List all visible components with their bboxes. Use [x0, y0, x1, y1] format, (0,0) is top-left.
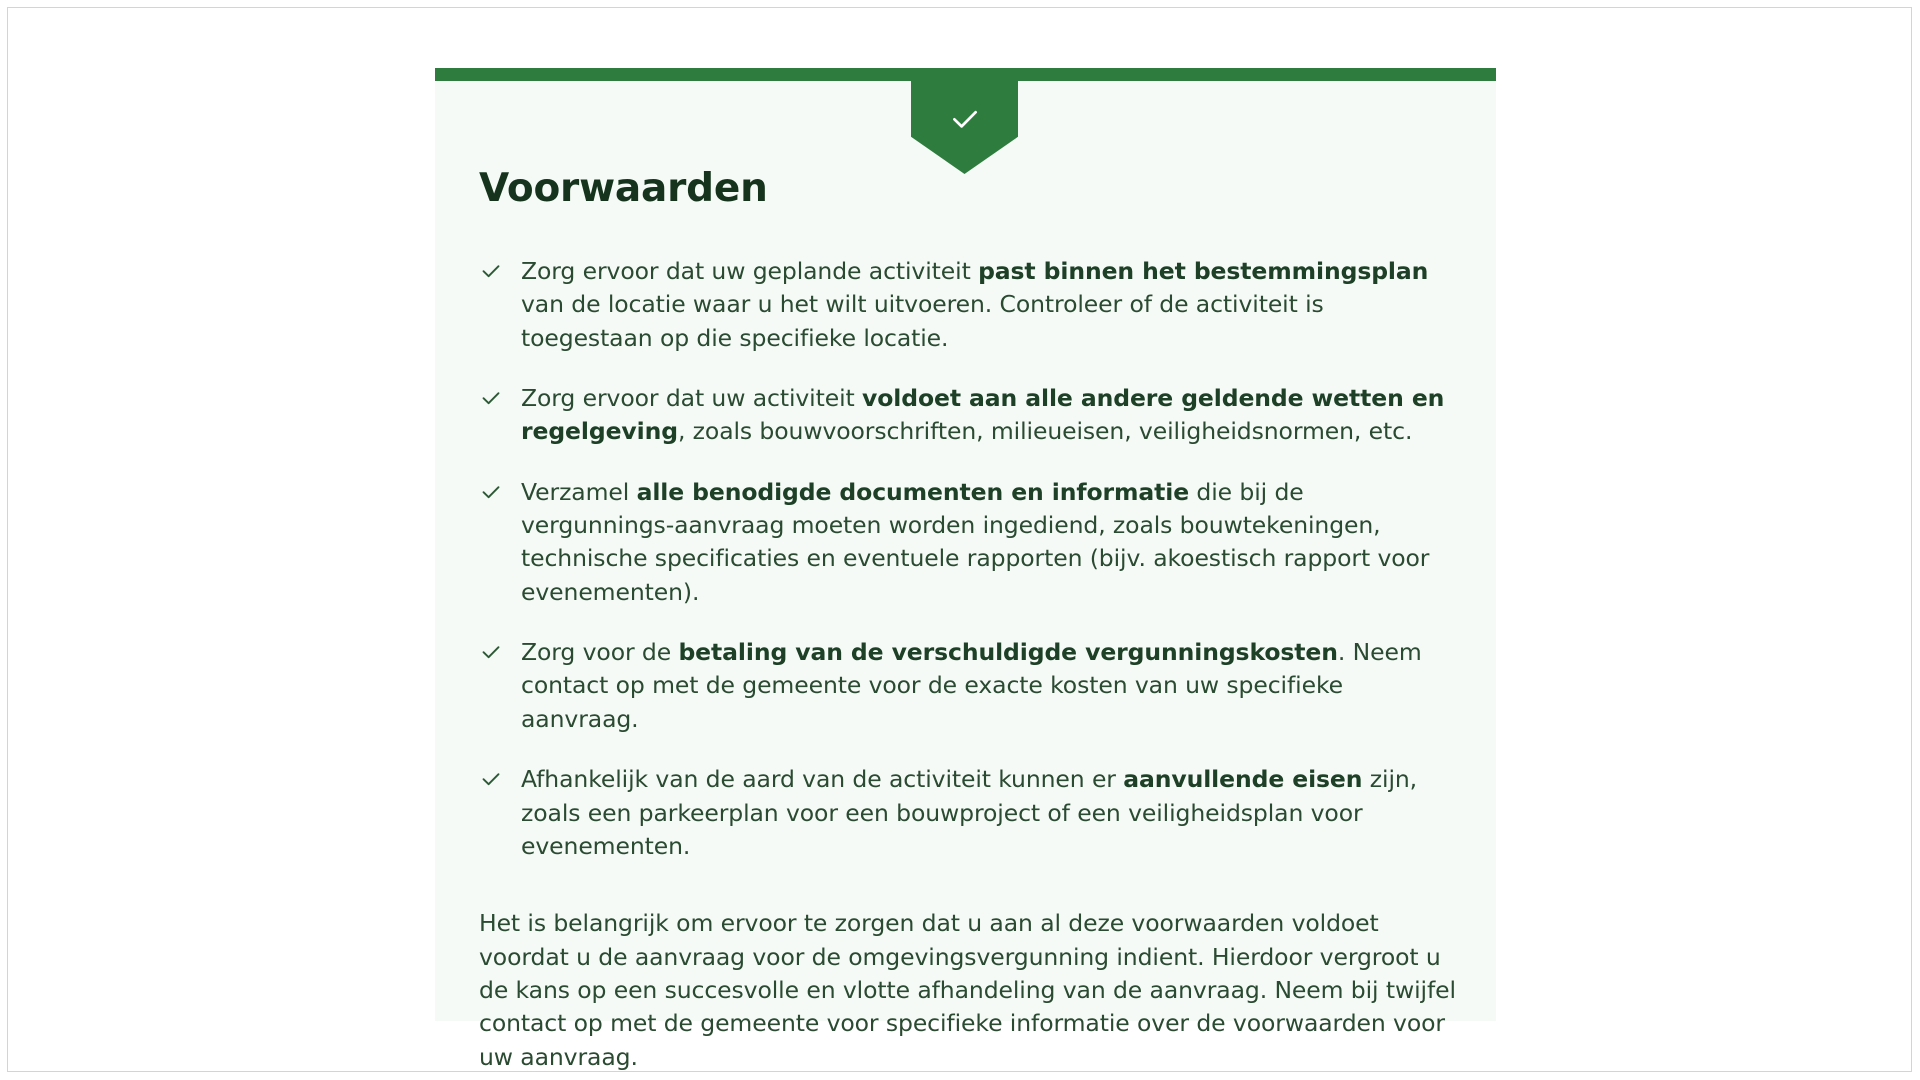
condition-text-emphasis: alle benodigde documenten en informatie: [636, 477, 1190, 506]
condition-text-segment: Zorg ervoor dat uw activiteit: [521, 383, 862, 412]
page-frame: [7, 7, 1912, 1072]
condition-text-emphasis: betaling van de verschuldigde vergunningskosten: [678, 638, 1338, 667]
check-icon: [479, 386, 503, 410]
check-icon: [479, 767, 503, 791]
condition-text-segment: Zorg voor de: [521, 638, 679, 667]
page-title: Voorwaarden: [479, 166, 768, 211]
check-icon: [948, 102, 982, 136]
conditions-list: [479, 255, 1456, 863]
condition-text-segment: die bij de vergunnings-aanvraag moeten worden ingediend, zoals bouwtekeningen, technische specificaties en eventuele rapporten (bijv. akoestisch rapport voor evenementen).: [521, 477, 1430, 606]
condition-text: [521, 478, 1429, 606]
check-icon: [479, 259, 503, 283]
check-icon: [479, 480, 503, 504]
condition-item: [479, 476, 1456, 609]
condition-text: [521, 257, 1428, 352]
condition-text-segment: zijn, zoals een parkeerplan voor een bouwproject of een veiligheidsplan voor evenementen.: [521, 765, 1418, 860]
condition-item: [479, 382, 1456, 449]
conditions-card: [435, 68, 1496, 1071]
condition-item: [479, 636, 1456, 736]
check-icon: [479, 640, 503, 664]
condition-text-segment: Verzamel: [521, 477, 637, 506]
closing-paragraph: Het is belangrijk om ervoor te zorgen dat u aan al deze voorwaarden voldoet voordat u de aanvraag voor de omgevingsvergunning indient. Hierdoor vergroot u de kans op een succesvolle en vlotte afhandeling van de aanvraag. Neem bij twijfel contact op met de gemeente voor specifieke informatie over de voorwaarden voor uw aanvraag.: [479, 909, 1456, 1071]
condition-text-emphasis: voldoet aan alle andere geldende wetten en regelgeving: [521, 383, 1445, 446]
condition-text-segment: Zorg ervoor dat uw geplande activiteit: [521, 256, 979, 285]
condition-text-emphasis: aanvullende eisen: [1123, 765, 1363, 794]
condition-text-emphasis: past binnen het bestemmingsplan: [978, 256, 1429, 285]
condition-item: [479, 255, 1456, 355]
condition-text: [521, 384, 1444, 445]
condition-text-segment: , zoals bouwvoorschriften, milieueisen, veiligheidsnormen, etc.: [677, 417, 1413, 446]
condition-text-segment: . Neem contact op met de gemeente voor de exacte kosten van uw specifieke aanvraag.: [521, 638, 1422, 733]
condition-text-segment: Afhankelijk van de aard van de activiteit kunnen er: [521, 765, 1124, 794]
condition-text-segment: van de locatie waar u het wilt uitvoeren. Controleer of de activiteit is toegestaan op die specifieke locatie.: [521, 290, 1324, 352]
ribbon-badge: [911, 76, 1018, 174]
condition-text: [521, 638, 1422, 733]
condition-text: [521, 765, 1417, 860]
condition-item: [479, 763, 1456, 863]
card-body: [479, 168, 1456, 1074]
